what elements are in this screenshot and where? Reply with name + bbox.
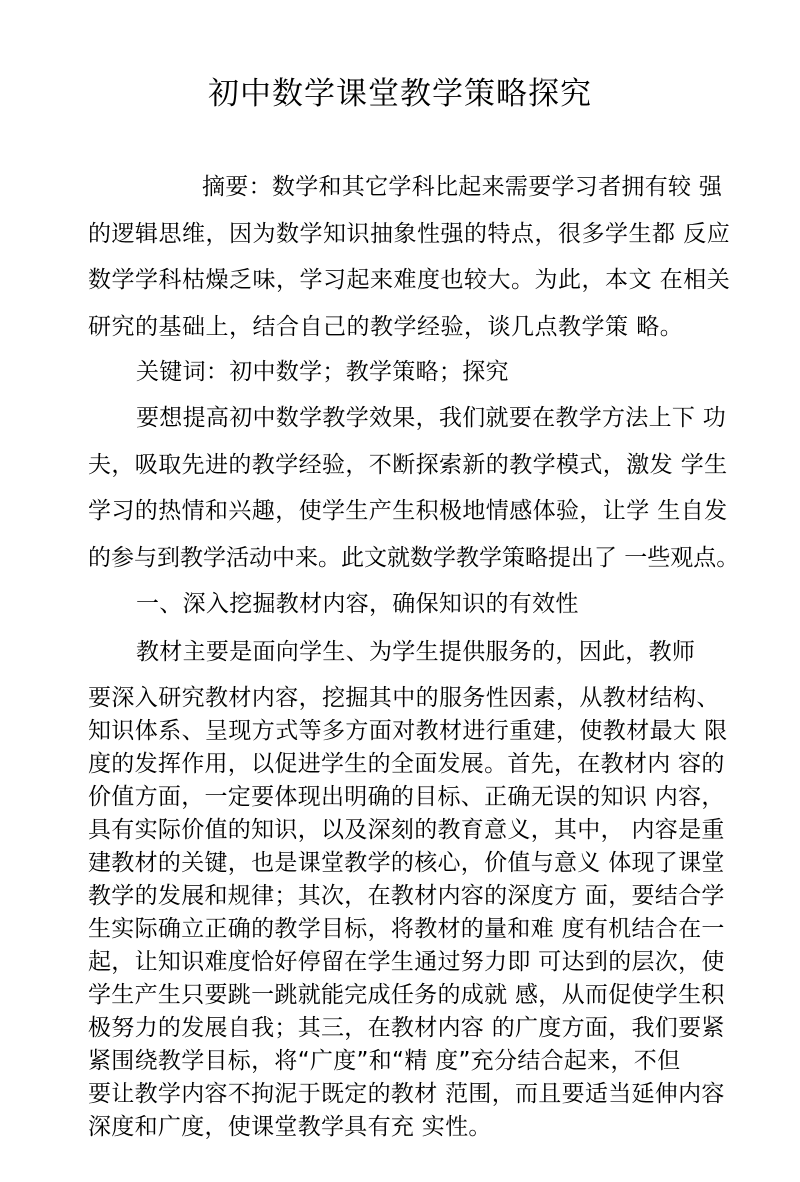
section-paragraph-line: 教学的发展和规律；其次，在教材内容的深度方 面，要结合学 [88,883,725,909]
intro-line: 要想提高初中数学教学效果，我们就要在教学方法上下 功 [136,405,727,431]
section-paragraph-line: 度的发挥作用，以促进学生的全面发展。首先，在教材内 容的 [88,751,725,777]
keywords-line: 关键词：初中数学；教学策略；探究 [136,359,509,385]
section-paragraph-line: 要深入研究教材内容，挖掘其中的服务性因素，从教材结构、 [88,685,720,711]
section-paragraph-line: 知识体系、呈现方式等多方面对教材进行重建，使教材最大 限 [88,718,728,744]
section-paragraph-line: 学生产生只要跳一跳就能完成任务的成就 感，从而促使学生积 [88,982,725,1008]
section-paragraph-line: 深度和广度，使课堂教学具有充 实性。 [88,1114,492,1140]
section-heading: 一、深入挖掘教材内容，确保知识的有效性 [136,591,579,617]
section-paragraph-line: 极努力的发展自我；其三，在教材内容 的广度方面，我们要紧 [88,1015,725,1041]
intro-line: 夫，吸取先进的教学经验，不断探索新的教学模式，激发 学生 [88,452,728,478]
abstract-line: 的逻辑思维，因为数学知识抽象性强的特点，很多学生都 反应 [88,221,731,247]
section-paragraph-line: 生实际确立正确的教学目标，将教材的量和难 度有机结合在一 [88,916,725,942]
section-paragraph-line: 具有实际价值的知识，以及深刻的教育意义，其中， 内容是重 [88,817,725,843]
section-paragraph-line: 起，让知识难度恰好停留在学生通过努力即 可达到的层次，使 [88,949,725,975]
intro-line: 的参与到教学活动中来。此文就数学教学策略提出了 一些观点。 [88,545,740,571]
abstract-line: 数学学科枯燥乏味，学习起来难度也较大。为此，本文 在相关 [88,267,731,293]
section-paragraph-line: 价值方面，一定要体现出明确的目标、正确无误的知识 内容， [88,784,725,810]
intro-line: 学习的热情和兴趣，使学生产生积极地情感体验，让学 生自发 [88,498,728,524]
abstract-line: 研究的基础上，结合自己的教学经验，谈几点教学策 略。 [88,314,684,340]
section-paragraph-line: 建教材的关键，也是课堂教学的核心，价值与意义 体现了课堂 [88,850,725,876]
section-paragraph-line: 要让教学内容不拘泥于既定的教材 范围，而且要适当延伸内容 [88,1081,725,1107]
abstract-line: 摘要：数学和其它学科比起来需要学习者拥有较 强 [202,174,723,200]
document-title: 初中数学课堂教学策略探究 [208,76,592,112]
section-paragraph-line: 紧围绕教学目标，将“广度”和“精 度”充分结合起来，不但 [88,1048,681,1074]
section-paragraph-line: 教材主要是面向学生、为学生提供服务的，因此，教师 [136,639,696,665]
